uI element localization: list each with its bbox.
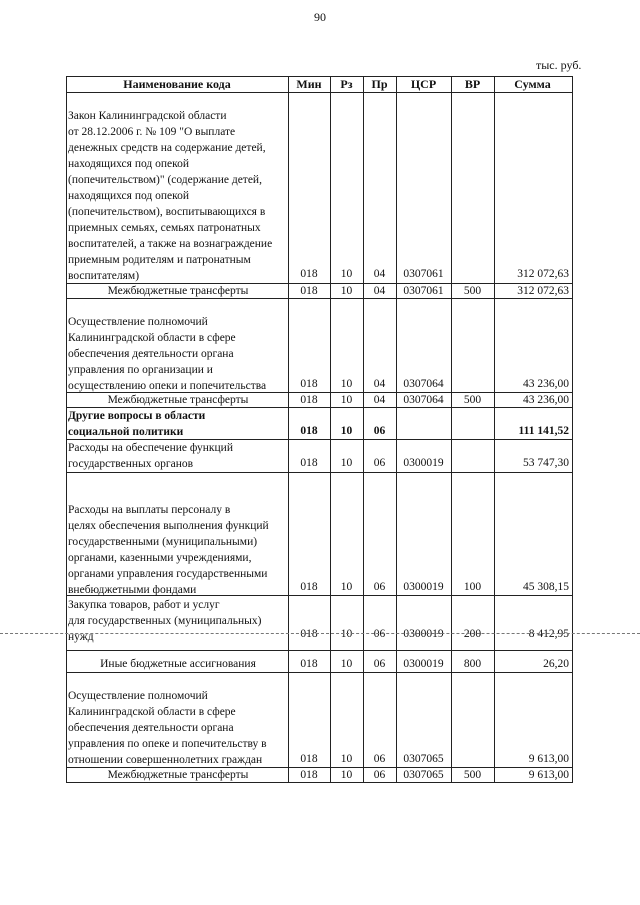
header-name: Наименование кода [123, 77, 231, 91]
row-rz: 10 [340, 457, 353, 469]
row-csr: 0300019 [403, 581, 444, 593]
row-rz: 10 [340, 628, 353, 640]
row-vr: 500 [463, 394, 482, 406]
section-heading: Другие вопросы в области социальной политики [68, 410, 206, 438]
row-min: 018 [300, 658, 318, 670]
row-min: 018 [300, 268, 318, 280]
row-csr: 0300019 [403, 457, 444, 469]
row-name: Расходы на обеспечение функций государственных органов [68, 442, 233, 470]
row-pr: 04 [373, 285, 386, 297]
row-pr: 06 [373, 628, 386, 640]
row-csr: 0307065 [403, 753, 444, 765]
row-vr: 500 [463, 769, 482, 781]
row-pr: 06 [373, 425, 386, 437]
row-csr: 0307061 [403, 285, 444, 297]
row-name: Осуществление полномочий Калининградской области в сфере обеспечения деятельности органа управления по организации и осуществлению опеки и попечительства [68, 316, 267, 392]
row-pr: 06 [373, 658, 386, 670]
row-min: 018 [300, 457, 318, 469]
row-sum: 45 308,15 [523, 581, 569, 593]
row-name: Межбюджетные трансферты [107, 769, 249, 781]
unit-label: тыс. руб. [536, 58, 582, 72]
row-sum: 53 747,30 [523, 457, 569, 469]
scan-fold-line [0, 633, 640, 634]
row-min: 018 [300, 285, 318, 297]
row-name: Осуществление полномочий Калининградской области в сфере обеспечения деятельности органа управления по опеке и попечительству в отношении совершеннолетних граждан [68, 690, 267, 766]
header-vr: ВР [464, 77, 481, 91]
row-min: 018 [300, 628, 318, 640]
header-sum: Сумма [514, 77, 551, 91]
row-pr: 04 [373, 268, 386, 280]
row-rz: 10 [340, 268, 353, 280]
row-pr: 06 [373, 581, 386, 593]
row-divider [66, 672, 572, 673]
header-pr: Пр [371, 77, 388, 91]
row-rz: 10 [340, 769, 353, 781]
row-sum: 312 072,63 [517, 285, 569, 297]
row-vr: 500 [463, 285, 482, 297]
row-divider [66, 472, 572, 473]
row-csr: 0300019 [403, 658, 444, 670]
page-number: 90 [314, 10, 326, 24]
row-rz: 10 [340, 658, 353, 670]
row-divider [66, 650, 572, 651]
row-pr: 04 [373, 394, 386, 406]
row-min: 018 [300, 753, 318, 765]
row-pr: 06 [373, 753, 386, 765]
row-rz: 10 [340, 394, 353, 406]
row-vr: 200 [463, 628, 482, 640]
row-name: Закупка товаров, работ и услуг для государственных (муниципальных) нужд [68, 599, 262, 643]
header-rz: Рз [340, 77, 353, 91]
row-min: 018 [300, 378, 318, 390]
row-csr: 0307065 [403, 769, 444, 781]
row-rz: 10 [340, 753, 353, 765]
row-sum: 9 613,00 [528, 753, 569, 765]
row-sum: 43 236,00 [523, 378, 569, 390]
row-vr: 100 [463, 581, 482, 593]
row-csr: 0307064 [403, 378, 444, 390]
row-csr: 0307061 [403, 268, 444, 280]
row-sum: 111 141,52 [518, 425, 569, 437]
row-sum: 26,20 [543, 658, 569, 670]
row-pr: 06 [373, 457, 386, 469]
col-divider [451, 76, 452, 782]
row-rz: 10 [340, 425, 353, 437]
row-sum: 43 236,00 [523, 394, 569, 406]
row-vr: 800 [463, 658, 482, 670]
row-sum: 9 613,00 [528, 769, 569, 781]
row-divider [66, 92, 572, 93]
row-min: 018 [300, 425, 318, 437]
row-sum: 312 072,63 [517, 268, 569, 280]
row-name: Межбюджетные трансферты [107, 285, 249, 297]
col-divider [396, 76, 397, 782]
row-csr: 0307064 [403, 394, 444, 406]
row-name: Межбюджетные трансферты [107, 394, 249, 406]
row-csr: 0300019 [403, 628, 444, 640]
header-csr: ЦСР [410, 77, 437, 91]
row-name: Закон Калининградской области от 28.12.2006 г. № 109 "О выплате денежных средств на содержание детей, находящихся под опекой (попечительством)" (содержание детей, находящихся под опекой (попечительством), воспитывающихся в приемных семьях, семьях патронатных воспитателей, а также на вознаграждение приемным родителям и патронатным воспитателям) [68, 110, 273, 282]
row-min: 018 [300, 581, 318, 593]
row-rz: 10 [340, 378, 353, 390]
row-name: Иные бюджетные ассигнования [100, 658, 256, 670]
row-sum: 8 412,95 [528, 628, 569, 640]
row-rz: 10 [340, 285, 353, 297]
row-rz: 10 [340, 581, 353, 593]
row-pr: 04 [373, 378, 386, 390]
header-min: Мин [296, 77, 322, 91]
row-name: Расходы на выплаты персоналу в целях обеспечения выполнения функций государственными (муниципальными) органами, казенными учреждениями, органами управления государственными внебюджетными фондами [68, 504, 269, 596]
row-pr: 06 [373, 769, 386, 781]
row-min: 018 [300, 394, 318, 406]
row-min: 018 [300, 769, 318, 781]
